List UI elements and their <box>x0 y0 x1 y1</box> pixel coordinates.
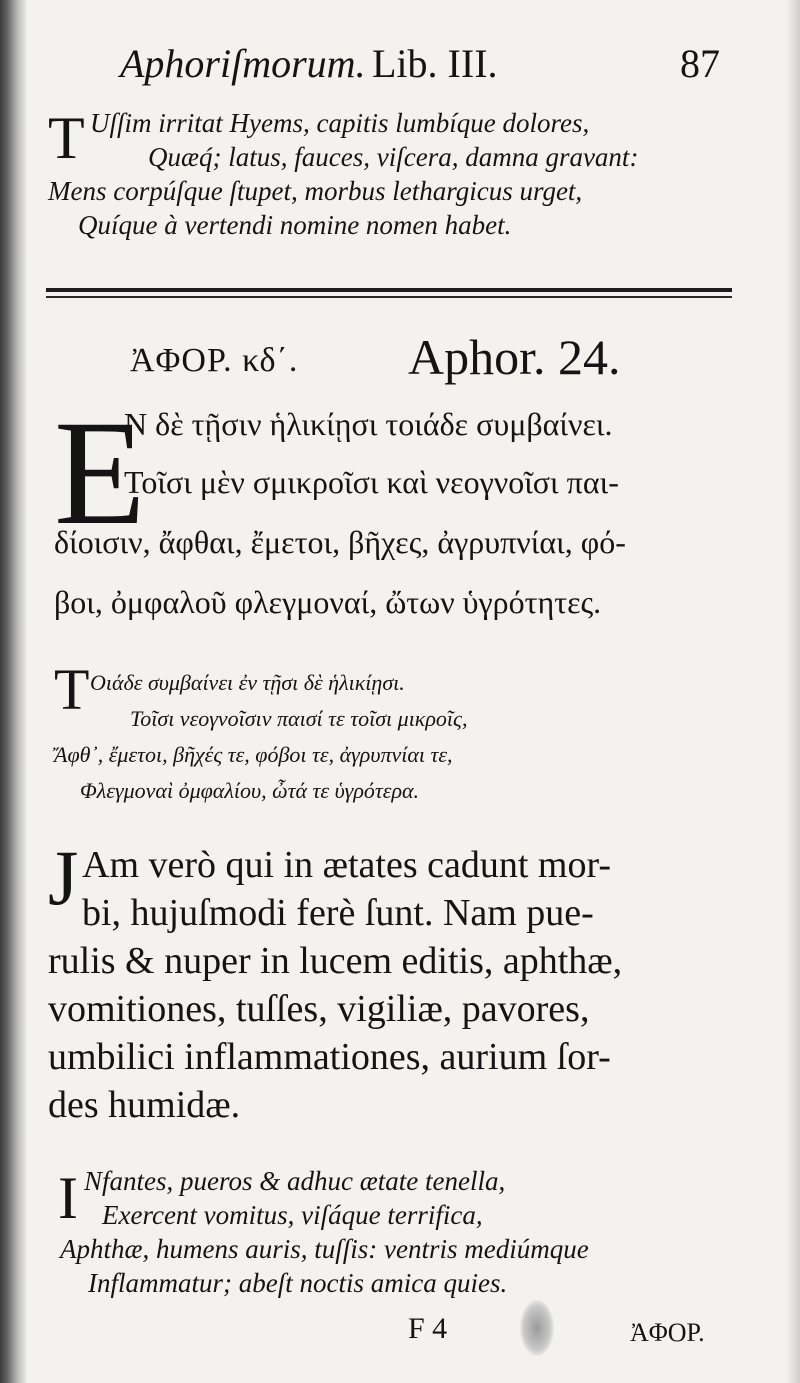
signature-mark: F 4 <box>408 1312 448 1345</box>
verse-top-dropcap: T <box>48 105 85 171</box>
running-head-book: Lib. III. <box>372 41 498 86</box>
greek-line: βοι, ὀμφαλοῦ φλεγμοναί, ὤτων ὑγρότητες. <box>54 584 602 620</box>
greek-verse-line: Οιάδε συμβαίνει ἐν τῇσι δὲ ἡλικίῃσι. <box>90 670 405 695</box>
verse-top-line: Mens corpúſque ſtupet, morbus lethargicus urget, <box>48 176 583 206</box>
binding-gutter-shadow <box>0 0 28 1383</box>
greek-verse <box>54 657 754 810</box>
latin-line: des humidæ. <box>48 1084 241 1126</box>
page-footer <box>0 1312 800 1362</box>
latin-line: bi, hujuſmodi ferè ſunt. Nam pue- <box>82 892 594 934</box>
verse-bottom-line: Inflammatur; abeſt noctis amica quies. <box>88 1268 508 1298</box>
greek-verse-line: Φλεγμοναὶ ὀμφαλίου, ὦτά τε ὑγρότερα. <box>80 778 420 803</box>
aphorism-heading-greek: ἈΦΟΡ. κδ΄. <box>130 342 299 379</box>
page-edge-shadow <box>786 0 800 1383</box>
verse-top-line: Quíque à vertendi nomine nomen habet. <box>78 210 512 240</box>
greek-line: δίοισιν, ἄφθαι, ἔμετοι, βῆχες, ἀγρυπνίαι, φό- <box>54 524 626 560</box>
catchword: ἈΦΟΡ. <box>630 1318 705 1347</box>
running-head-title: Aphoriſmorum. <box>120 41 366 86</box>
verse-top-line: Uſſim irritat Hyems, capitis lumbíque dolores, <box>90 108 590 138</box>
latin-line: rulis & nuper in lucem editis, aphthæ, <box>48 940 623 982</box>
greek-aphorism-text <box>54 392 764 632</box>
greek-line: Τοῖσι μὲν σμικροῖσι καὶ νεογνοῖσι παι- <box>124 464 619 500</box>
greek-dropcap: E <box>54 390 146 556</box>
verse-bottom-dropcap: I <box>58 1165 78 1231</box>
section-rule <box>46 288 732 292</box>
section-rule-thin <box>46 296 732 298</box>
latin-dropcap: J <box>48 834 79 921</box>
verse-bottom-line: Aphthæ, humens auris, tuſſis: ventris mediúmque <box>60 1234 589 1264</box>
verse-bottom-line: Exercent vomitus, viſáque terrifica, <box>102 1200 483 1230</box>
greek-verse-line: Ἄφθ᾽, ἔμετοι, βῆχές τε, φόβοι τε, ἀγρυπνίαι τε, <box>54 742 453 767</box>
latin-translation <box>48 835 778 1135</box>
latin-line: vomitiones, tuſſes, vigiliæ, pavores, <box>48 988 590 1030</box>
aphorism-heading-latin: Aphor. 24. <box>408 329 621 385</box>
greek-verse-dropcap: T <box>54 657 90 722</box>
verse-bottom-line: Nfantes, pueros & adhuc ætate tenella, <box>84 1166 506 1196</box>
verse-bottom <box>48 1164 748 1314</box>
running-head <box>120 40 760 100</box>
greek-verse-line: Τοῖσι νεογνοῖσιν παισί τε τοῖσι μικροῖς, <box>130 706 468 731</box>
aphorism-heading <box>130 328 690 398</box>
latin-line: Am verò qui in ætates cadunt mor- <box>82 844 612 886</box>
page-number: 87 <box>680 41 720 86</box>
latin-line: umbilici inflammationes, aurium ſor- <box>48 1036 611 1078</box>
greek-line: Ν δὲ τῇσιν ἡλικίῃσι τοιάδε συμβαίνει. <box>124 406 613 442</box>
verse-top <box>48 106 758 256</box>
verse-top-line: Quæq́; latus, fauces, viſcera, damna gravant: <box>148 142 639 172</box>
